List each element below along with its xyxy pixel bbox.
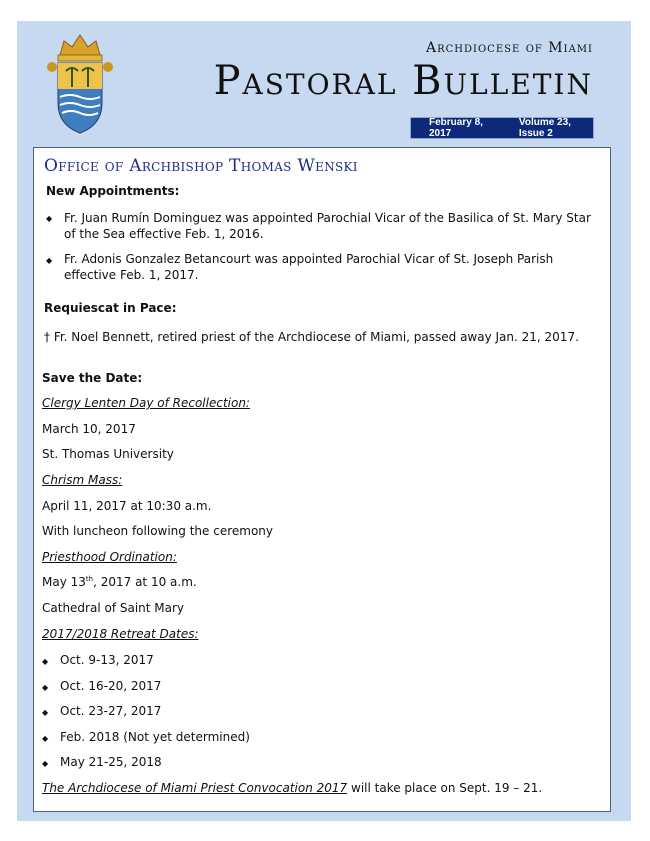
chrism-note: With luncheon following the ceremony <box>42 524 273 538</box>
retreat-date: Feb. 2018 (Not yet determined) <box>60 730 250 744</box>
save-the-date-heading: Save the Date: <box>42 371 143 385</box>
ordination-date <box>42 575 197 589</box>
appointment-item: Fr. Adonis Gonzalez Betancourt was appointed Parochial Vicar of St. Joseph Parish effective Feb. 1, 2017. <box>64 252 554 282</box>
archdiocese-crest-logo <box>44 33 116 137</box>
ordination-date-main: May 13 <box>42 575 86 589</box>
bullet-icon: ◆ <box>42 734 49 743</box>
bullet-icon: ◆ <box>42 708 49 717</box>
ordination-date-suffix: th <box>85 575 94 583</box>
rip-heading: Requiescat in Pace: <box>44 301 177 315</box>
retreat-label: 2017/2018 Retreat Dates: <box>42 627 199 641</box>
rip-entry: † Fr. Noel Bennett, retired priest of the Archdiocese of Miami, passed away Jan. 21, 2017. <box>44 330 579 344</box>
retreat-date: May 21-25, 2018 <box>60 755 162 769</box>
retreat-date: Oct. 16-20, 2017 <box>60 679 162 693</box>
chrism-date: April 11, 2017 at 10:30 a.m. <box>42 499 212 513</box>
bulletin-title: Pastoral Bulletin <box>213 58 593 104</box>
issue-volume: Volume 23, Issue 2 <box>518 117 571 139</box>
archdiocese-name: Archdiocese of Miami <box>425 40 593 56</box>
issue-bar <box>410 117 594 139</box>
appointments-heading: New Appointments: <box>46 184 180 198</box>
ordination-label: Priesthood Ordination: <box>42 550 177 564</box>
bullet-icon: ◆ <box>42 657 49 666</box>
convocation-text: will take place on Sept. 19 – 21. <box>347 781 543 795</box>
retreat-date: Oct. 23-27, 2017 <box>60 704 162 718</box>
ordination-place: Cathedral of Saint Mary <box>42 601 185 615</box>
recollection-place: St. Thomas University <box>42 447 174 461</box>
content-box <box>33 147 611 812</box>
recollection-label: Clergy Lenten Day of Recollection: <box>42 396 250 410</box>
ordination-date-time: , 2017 at 10 a.m. <box>93 575 197 589</box>
bullet-icon: ◆ <box>42 759 49 768</box>
issue-date: February 8, 2017 <box>429 117 483 139</box>
recollection-date: March 10, 2017 <box>42 422 136 436</box>
chrism-label: Chrism Mass: <box>42 473 123 487</box>
retreat-date: Oct. 9-13, 2017 <box>60 653 154 667</box>
appointment-item: Fr. Juan Rumín Dominguez was appointed Parochial Vicar of the Basilica of St. Mary Star of the Sea effective Feb. 1, 2016. <box>64 211 591 241</box>
convocation-link[interactable]: The Archdiocese of Miami Priest Convocation 2017 <box>42 781 348 795</box>
office-title: Office of Archbishop Thomas Wenski <box>44 156 358 176</box>
bullet-icon: ◆ <box>42 683 49 692</box>
bullet-icon: ◆ <box>46 256 53 265</box>
convocation-line <box>42 781 542 795</box>
bullet-icon: ◆ <box>46 214 53 223</box>
